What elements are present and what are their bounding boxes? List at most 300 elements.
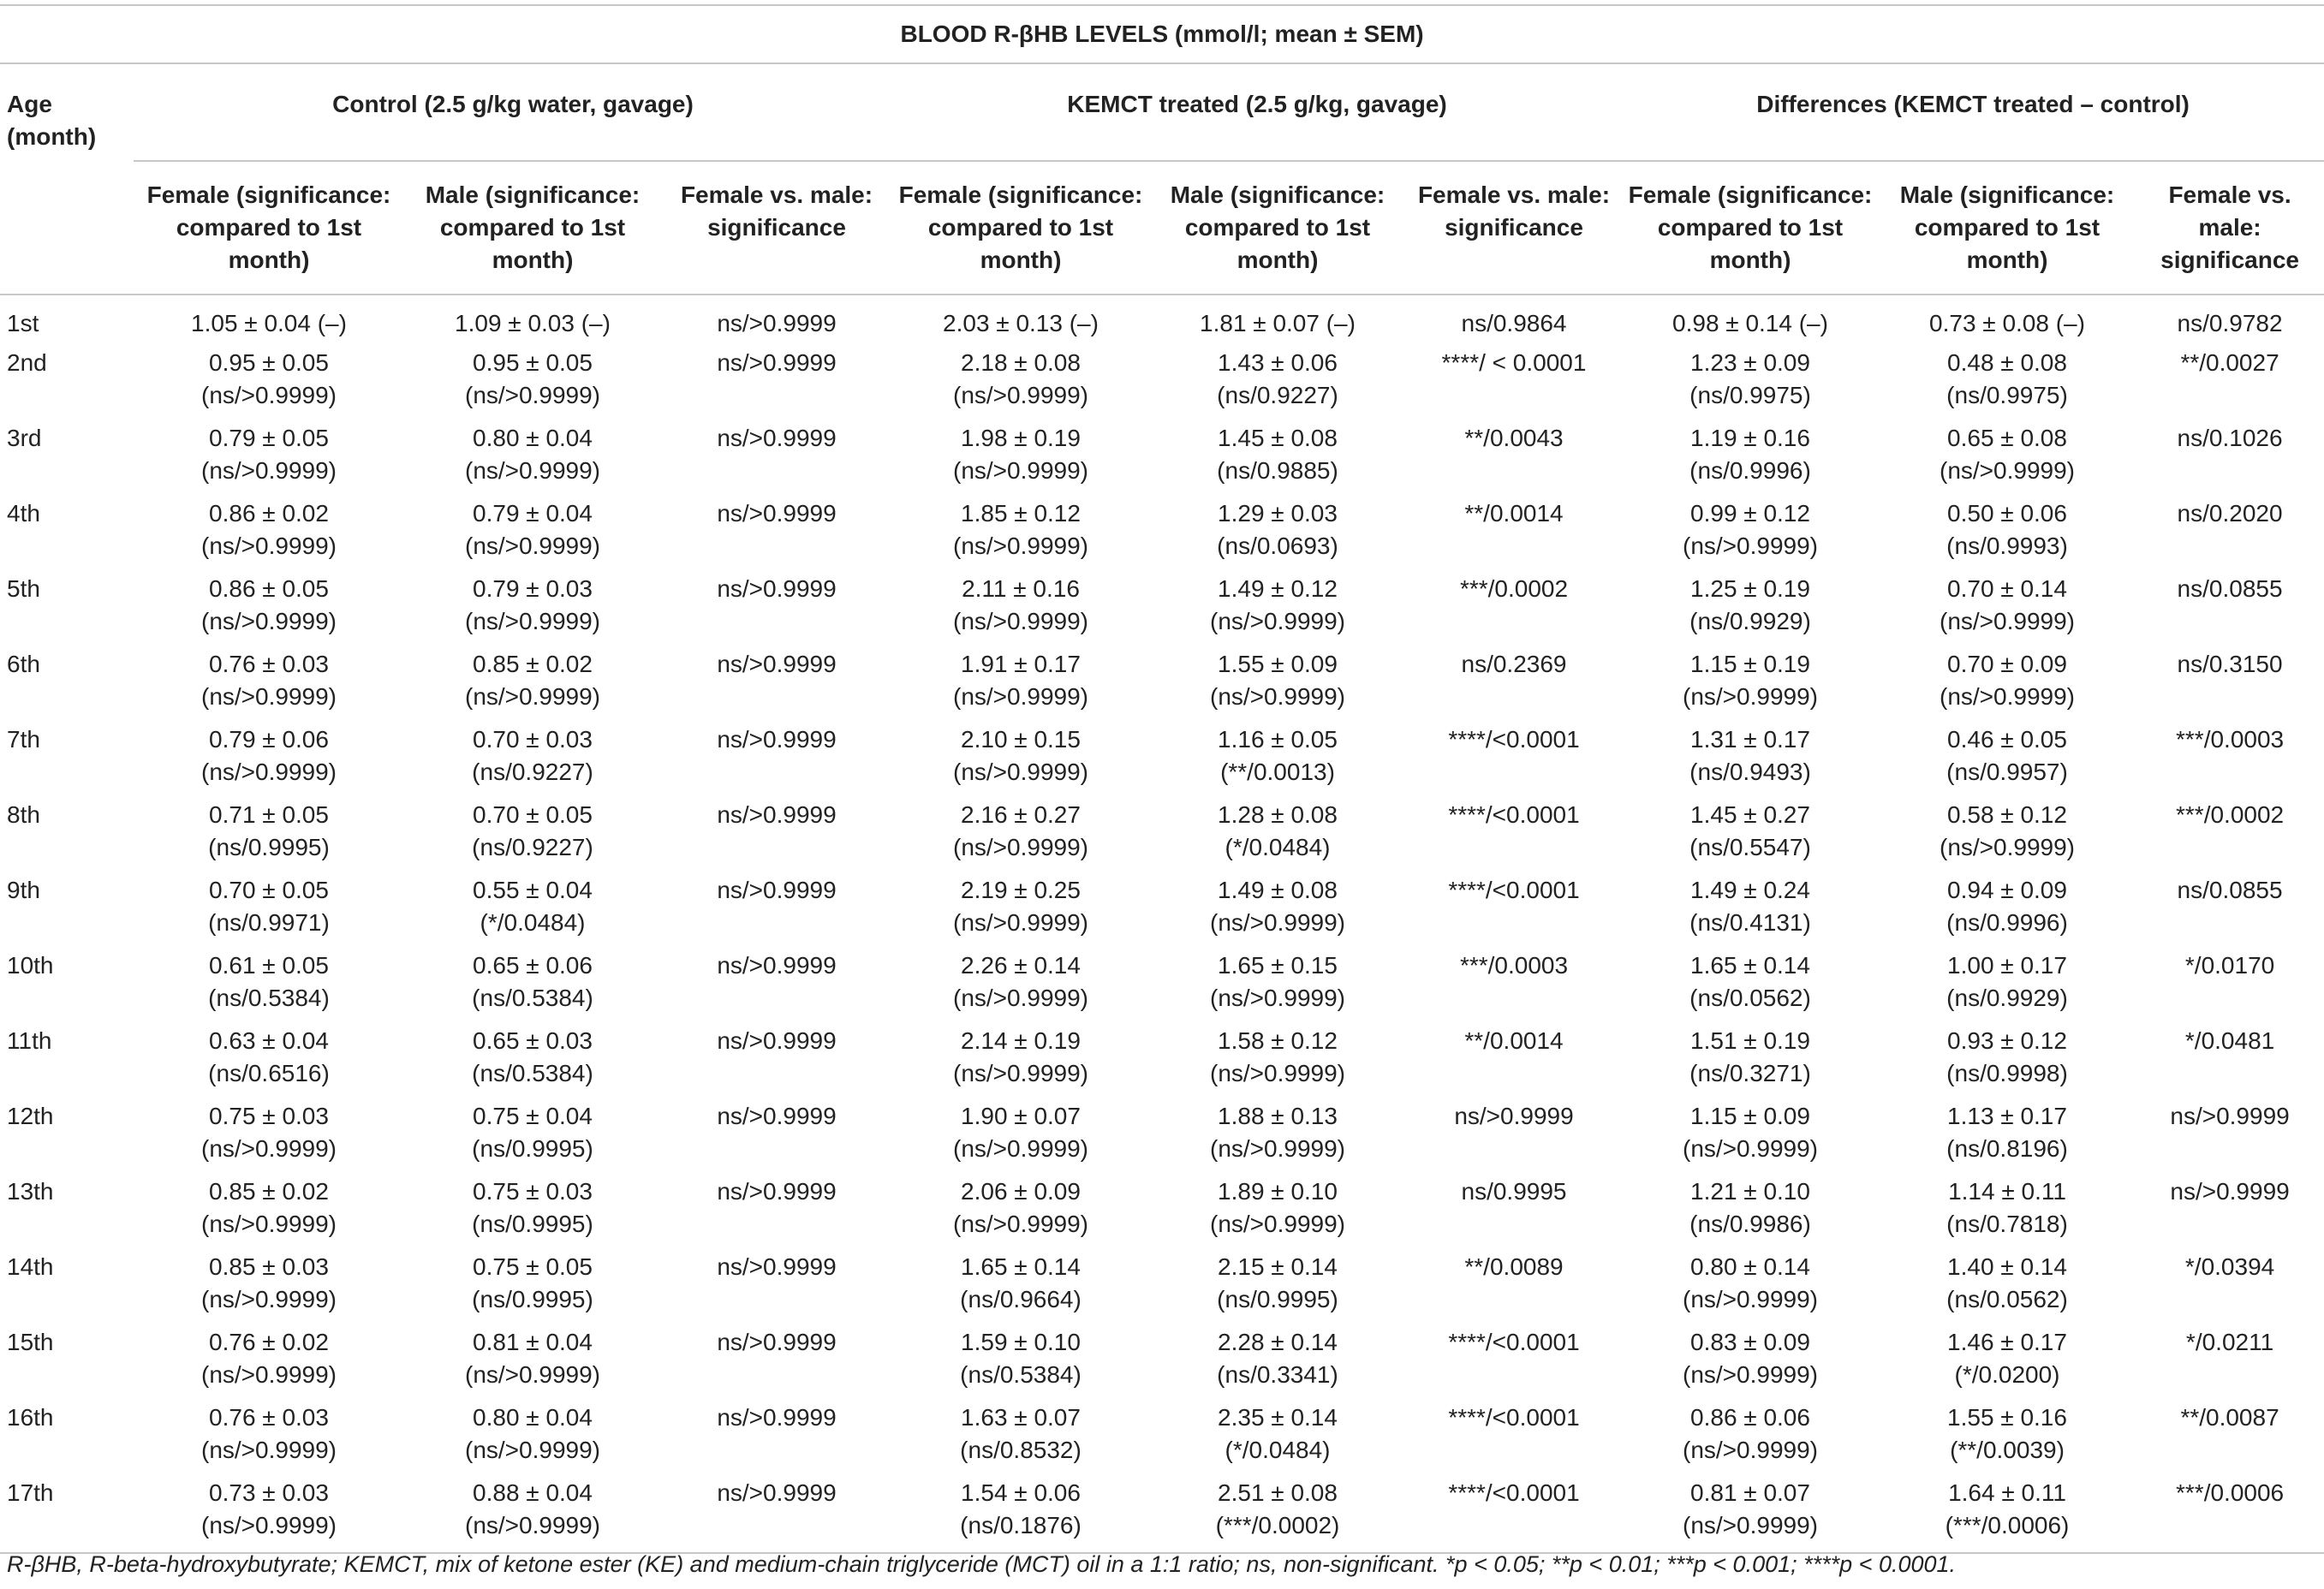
cell-value: 2.28 ± 0.14	[1218, 1329, 1338, 1355]
cell-significance: (ns/>0.9999)	[201, 1135, 337, 1162]
data-cell	[1622, 1175, 1879, 1251]
cell-value: 0.98 ± 0.14 (–)	[1672, 310, 1828, 336]
data-cell	[1622, 422, 1879, 497]
data-cell	[661, 874, 892, 949]
cell-significance: (ns/0.9971)	[208, 909, 330, 936]
cell-value: ****/<0.0001	[1448, 1479, 1580, 1506]
data-cell	[1406, 874, 1622, 949]
data-cell	[892, 648, 1149, 723]
cell-value: 1.05 ± 0.04 (–)	[191, 310, 347, 336]
cell-value: ****/ < 0.0001	[1441, 349, 1587, 376]
sub-header: Female (significance: compared to 1st month)	[134, 161, 404, 295]
data-cell	[2136, 497, 2324, 573]
cell-significance: (ns/0.6516)	[208, 1060, 330, 1086]
cell-value: 0.75 ± 0.05	[473, 1253, 593, 1280]
cell-value: 0.85 ± 0.02	[209, 1178, 329, 1205]
data-cell	[1622, 949, 1879, 1025]
data-cell	[1406, 295, 1622, 347]
data-cell	[134, 1251, 404, 1326]
cell-value: */0.0481	[2184, 1027, 2275, 1054]
data-cell	[892, 573, 1149, 648]
cell-value: ns/>0.9999	[717, 1329, 837, 1355]
cell-value: 0.65 ± 0.06	[473, 952, 593, 979]
cell-significance: (ns/0.5384)	[472, 985, 593, 1011]
cell-value: 1.40 ± 0.14	[1947, 1253, 2067, 1280]
cell-significance: (ns/0.3341)	[1217, 1361, 1338, 1388]
table-row	[0, 347, 2324, 422]
cell-significance: (ns/>0.9999)	[1683, 1437, 1818, 1463]
data-cell	[892, 497, 1149, 573]
cell-value: 2.11 ± 0.16	[962, 575, 1080, 602]
cell-value: 0.99 ± 0.12	[1690, 500, 1810, 527]
cell-value: ns/0.2020	[2177, 500, 2283, 527]
cell-value: ***/0.0006	[2176, 1479, 2285, 1506]
cell-value: 2.14 ± 0.19	[961, 1027, 1081, 1054]
data-cell	[1149, 723, 1406, 799]
data-cell	[1879, 1251, 2136, 1326]
data-cell	[1406, 1477, 1622, 1553]
age-cell: 5th	[7, 575, 40, 602]
data-cell	[661, 1175, 892, 1251]
cell-significance: (ns/0.9986)	[1689, 1211, 1811, 1237]
cell-significance: (ns/>0.9999)	[1940, 834, 2075, 860]
table-row	[0, 648, 2324, 723]
cell-significance: (ns/>0.9999)	[201, 457, 337, 484]
data-cell	[134, 573, 404, 648]
cell-value: ns/0.1026	[2177, 425, 2283, 451]
data-cell	[2136, 1402, 2324, 1477]
table-row	[0, 1326, 2324, 1402]
sub-header: Male (significance: compared to 1st month)	[1879, 161, 2136, 295]
cell-value: 0.86 ± 0.02	[209, 500, 329, 527]
data-cell	[1406, 347, 1622, 422]
cell-value: ns/>0.9999	[717, 1253, 837, 1280]
cell-significance: (ns/0.9227)	[472, 834, 593, 860]
cell-value: ns/0.2369	[1461, 651, 1567, 677]
cell-significance: (ns/>0.9999)	[201, 1512, 337, 1538]
data-cell	[2136, 1326, 2324, 1402]
data-cell	[1406, 1402, 1622, 1477]
cell-significance: (ns/>0.9999)	[1940, 683, 2075, 710]
data-cell	[1406, 723, 1622, 799]
age-cell: 12th	[7, 1103, 54, 1129]
data-cell	[1622, 723, 1879, 799]
data-cell	[1406, 648, 1622, 723]
cell-value: */0.0170	[2184, 952, 2275, 979]
cell-value: ns/0.9995	[1461, 1178, 1567, 1205]
cell-value: ****/<0.0001	[1448, 801, 1580, 828]
cell-significance: (ns/0.7818)	[1946, 1211, 2068, 1237]
cell-significance: (ns/0.9929)	[1689, 608, 1811, 634]
data-cell	[1149, 1402, 1406, 1477]
data-cell	[1879, 1477, 2136, 1553]
data-cell	[1879, 1175, 2136, 1251]
cell-value: ns/>0.9999	[717, 801, 837, 828]
cell-significance: (ns/>0.9999)	[465, 457, 600, 484]
blood-rbhb-table	[0, 4, 2324, 1554]
data-cell	[1879, 648, 2136, 723]
cell-significance: (ns/0.5384)	[472, 1060, 593, 1086]
data-cell	[661, 573, 892, 648]
cell-significance: (ns/0.5547)	[1689, 834, 1811, 860]
cell-value: 0.61 ± 0.05	[209, 952, 329, 979]
cell-significance: (ns/0.9995)	[472, 1286, 593, 1312]
data-cell	[1879, 799, 2136, 874]
cell-value: 2.18 ± 0.08	[961, 349, 1081, 376]
cell-significance: (ns/0.9998)	[1946, 1060, 2068, 1086]
cell-significance: (ns/>0.9999)	[201, 1211, 337, 1237]
data-cell	[134, 799, 404, 874]
cell-significance: (ns/>0.9999)	[465, 1437, 600, 1463]
table-row	[0, 949, 2324, 1025]
cell-significance: (ns/>0.9999)	[1940, 608, 2075, 634]
cell-significance: (ns/>0.9999)	[201, 759, 337, 785]
cell-value: 0.83 ± 0.09	[1690, 1329, 1810, 1355]
data-cell	[134, 497, 404, 573]
data-cell	[1149, 949, 1406, 1025]
cell-value: 0.65 ± 0.08	[1947, 425, 2067, 451]
cell-value: 1.81 ± 0.07 (–)	[1200, 310, 1356, 336]
cell-value: ***/0.0002	[1459, 575, 1569, 602]
cell-value: ns/>0.9999	[717, 349, 837, 376]
cell-value: 0.50 ± 0.06	[1947, 500, 2067, 527]
data-cell	[2136, 347, 2324, 422]
data-cell	[2136, 573, 2324, 648]
cell-value: ns/>0.9999	[717, 1103, 837, 1129]
table-row	[0, 799, 2324, 874]
cell-value: 0.48 ± 0.08	[1947, 349, 2067, 376]
cell-value: 1.28 ± 0.08	[1218, 801, 1338, 828]
cell-value: 1.88 ± 0.13	[1218, 1103, 1338, 1129]
cell-value: 0.81 ± 0.07	[1690, 1479, 1810, 1506]
data-cell	[1149, 573, 1406, 648]
cell-value: 1.90 ± 0.07	[961, 1103, 1081, 1129]
cell-significance: (ns/>0.9999)	[465, 1512, 600, 1538]
cell-significance: (ns/0.8532)	[960, 1437, 1082, 1463]
data-cell	[2136, 1100, 2324, 1175]
cell-value: 1.98 ± 0.19	[961, 425, 1081, 451]
cell-significance: (ns/>0.9999)	[1683, 1135, 1818, 1162]
cell-value: 0.86 ± 0.06	[1690, 1404, 1810, 1431]
data-cell	[404, 497, 661, 573]
data-cell	[1879, 723, 2136, 799]
data-cell	[1879, 573, 2136, 648]
cell-value: ns/>0.9999	[2170, 1178, 2290, 1205]
cell-value: 0.76 ± 0.02	[209, 1329, 329, 1355]
data-cell	[1406, 1175, 1622, 1251]
group-header-differences: Differences (KEMCT treated – control)	[1622, 63, 2324, 161]
cell-significance: (ns/0.9996)	[1946, 909, 2068, 936]
data-cell	[2136, 874, 2324, 949]
cell-value: ns/>0.9999	[717, 726, 837, 753]
cell-value: 1.09 ± 0.03 (–)	[455, 310, 611, 336]
cell-value: 0.76 ± 0.03	[209, 651, 329, 677]
data-cell	[404, 347, 661, 422]
cell-value: 0.75 ± 0.04	[473, 1103, 593, 1129]
data-cell	[404, 1477, 661, 1553]
cell-significance: (ns/0.9975)	[1946, 382, 2068, 408]
cell-value: 1.14 ± 0.11	[1948, 1178, 2066, 1205]
cell-value: 1.46 ± 0.17	[1947, 1329, 2067, 1355]
cell-significance: (ns/>0.9999)	[201, 1286, 337, 1312]
data-cell	[2136, 949, 2324, 1025]
data-cell	[134, 1402, 404, 1477]
sub-header: Female vs. male: significance	[1406, 161, 1622, 295]
cell-significance: (ns/>0.9999)	[465, 382, 600, 408]
cell-value: */0.0211	[2185, 1329, 2274, 1355]
cell-value: 1.23 ± 0.09	[1690, 349, 1810, 376]
cell-value: 1.54 ± 0.06	[961, 1479, 1081, 1506]
data-cell	[404, 573, 661, 648]
cell-value: 0.70 ± 0.03	[473, 726, 593, 753]
cell-value: 0.88 ± 0.04	[473, 1479, 593, 1506]
cell-value: ns/0.0855	[2177, 575, 2283, 602]
data-cell	[1406, 422, 1622, 497]
cell-value: 0.65 ± 0.03	[473, 1027, 593, 1054]
data-cell	[1406, 1025, 1622, 1100]
data-cell	[661, 949, 892, 1025]
age-cell: 11th	[7, 1027, 52, 1054]
data-cell	[892, 949, 1149, 1025]
cell-significance: (ns/>0.9999)	[1210, 608, 1345, 634]
cell-significance: (*/0.0484)	[1225, 834, 1331, 860]
data-cell	[1406, 1326, 1622, 1402]
data-cell	[661, 1326, 892, 1402]
age-cell: 4th	[7, 500, 40, 527]
group-header-kemct: KEMCT treated (2.5 g/kg, gavage)	[892, 63, 1622, 161]
cell-significance: (ns/0.9957)	[1946, 759, 2068, 785]
cell-value: 1.21 ± 0.10	[1690, 1178, 1810, 1205]
table-row	[0, 1100, 2324, 1175]
cell-value: ***/0.0003	[1459, 952, 1569, 979]
cell-value: 0.75 ± 0.03	[209, 1103, 329, 1129]
data-cell	[661, 1251, 892, 1326]
cell-value: 1.45 ± 0.27	[1690, 801, 1810, 828]
data-cell	[892, 295, 1149, 347]
cell-value: **/0.0014	[1464, 1027, 1564, 1054]
cell-significance: (**/0.0013)	[1220, 759, 1335, 785]
sub-header: Female (significance: compared to 1st month)	[892, 161, 1149, 295]
data-cell	[1149, 422, 1406, 497]
cell-value: ns/0.9864	[1461, 310, 1567, 336]
cell-value: 0.86 ± 0.05	[209, 575, 329, 602]
cell-value: ****/<0.0001	[1448, 1329, 1580, 1355]
cell-value: 0.81 ± 0.04	[473, 1329, 593, 1355]
data-cell	[1622, 573, 1879, 648]
cell-value: ****/<0.0001	[1448, 877, 1580, 903]
cell-value: 1.65 ± 0.14	[1690, 952, 1810, 979]
table-row	[0, 295, 2324, 347]
cell-value: ns/>0.9999	[717, 425, 837, 451]
cell-value: ns/>0.9999	[717, 500, 837, 527]
cell-significance: (ns/>0.9999)	[201, 533, 337, 559]
data-cell	[892, 1025, 1149, 1100]
cell-value: 1.55 ± 0.09	[1218, 651, 1338, 677]
age-cell: 1st	[7, 310, 39, 336]
cell-value: 2.35 ± 0.14	[1218, 1404, 1338, 1431]
data-cell	[892, 1477, 1149, 1553]
cell-value: **/0.0014	[1464, 500, 1564, 527]
data-cell	[404, 723, 661, 799]
cell-value: ****/<0.0001	[1448, 726, 1580, 753]
cell-value: 0.46 ± 0.05	[1947, 726, 2067, 753]
cell-significance: (ns/0.0693)	[1217, 533, 1338, 559]
cell-value: 1.63 ± 0.07	[961, 1404, 1081, 1431]
data-cell	[134, 347, 404, 422]
table-row	[0, 1477, 2324, 1553]
data-cell	[1622, 1477, 1879, 1553]
age-cell: 16th	[7, 1404, 54, 1431]
data-cell	[1622, 295, 1879, 347]
data-cell	[661, 723, 892, 799]
cell-value: 1.16 ± 0.05	[1218, 726, 1338, 753]
data-cell	[892, 1402, 1149, 1477]
cell-significance: (ns/>0.9999)	[953, 985, 1088, 1011]
cell-value: ns/>0.9999	[1454, 1103, 1574, 1129]
data-cell	[134, 874, 404, 949]
data-cell	[1879, 497, 2136, 573]
sub-header: Female vs. male: significance	[2136, 161, 2324, 295]
table-row	[0, 723, 2324, 799]
cell-value: ns/>0.9999	[717, 877, 837, 903]
cell-significance: (ns/>0.9999)	[1683, 1286, 1818, 1312]
cell-value: 2.15 ± 0.14	[1218, 1253, 1338, 1280]
cell-significance: (ns/0.9227)	[472, 759, 593, 785]
cell-value: 2.51 ± 0.08	[1218, 1479, 1338, 1506]
cell-value: 1.45 ± 0.08	[1218, 425, 1338, 451]
cell-value: ****/<0.0001	[1448, 1404, 1580, 1431]
data-cell	[1622, 497, 1879, 573]
data-cell	[1149, 347, 1406, 422]
data-cell	[134, 1100, 404, 1175]
sub-header: Male (significance: compared to 1st month)	[404, 161, 661, 295]
data-cell	[1879, 347, 2136, 422]
cell-value: 0.58 ± 0.12	[1947, 801, 2067, 828]
cell-value: 1.15 ± 0.19	[1690, 651, 1810, 677]
cell-significance: (ns/>0.9999)	[1210, 985, 1345, 1011]
table-row	[0, 497, 2324, 573]
data-cell	[1622, 1251, 1879, 1326]
data-cell	[404, 1025, 661, 1100]
cell-value: 2.06 ± 0.09	[961, 1178, 1081, 1205]
data-cell	[892, 799, 1149, 874]
data-cell	[1149, 295, 1406, 347]
cell-value: 0.55 ± 0.04	[473, 877, 593, 903]
cell-value: 1.15 ± 0.09	[1690, 1103, 1810, 1129]
data-cell	[1406, 1100, 1622, 1175]
cell-value: 0.79 ± 0.06	[209, 726, 329, 753]
cell-value: **/0.0043	[1464, 425, 1564, 451]
cell-significance: (ns/>0.9999)	[953, 1060, 1088, 1086]
cell-value: 1.31 ± 0.17	[1690, 726, 1810, 753]
data-cell	[2136, 1251, 2324, 1326]
cell-value: 0.73 ± 0.03	[209, 1479, 329, 1506]
cell-significance: (ns/>0.9999)	[465, 683, 600, 710]
cell-significance: (ns/>0.9999)	[465, 608, 600, 634]
data-cell	[661, 295, 892, 347]
cell-value: ns/>0.9999	[717, 1178, 837, 1205]
cell-significance: (ns/>0.9999)	[953, 909, 1088, 936]
data-cell	[404, 1402, 661, 1477]
data-cell	[1879, 1025, 2136, 1100]
data-cell	[1622, 1402, 1879, 1477]
data-cell	[134, 295, 404, 347]
data-cell	[1149, 874, 1406, 949]
cell-value: ns/>0.9999	[717, 575, 837, 602]
table-row	[0, 422, 2324, 497]
data-cell	[1406, 573, 1622, 648]
data-cell	[892, 347, 1149, 422]
data-cell	[404, 648, 661, 723]
cell-value: 2.10 ± 0.15	[961, 726, 1081, 753]
cell-significance: (ns/0.9929)	[1946, 985, 2068, 1011]
data-cell	[1622, 799, 1879, 874]
cell-significance: (ns/0.5384)	[960, 1361, 1082, 1388]
cell-value: 1.49 ± 0.24	[1690, 877, 1810, 903]
table-row	[0, 874, 2324, 949]
cell-value: **/0.0027	[2180, 349, 2279, 376]
cell-value: 1.89 ± 0.10	[1218, 1178, 1338, 1205]
age-cell: 2nd	[7, 349, 47, 376]
cell-value: 1.49 ± 0.08	[1218, 877, 1338, 903]
cell-significance: (ns/>0.9999)	[201, 1437, 337, 1463]
cell-value: 0.76 ± 0.03	[209, 1404, 329, 1431]
data-cell	[892, 1326, 1149, 1402]
cell-significance: (***/0.0006)	[1945, 1512, 2070, 1538]
data-cell	[1149, 1251, 1406, 1326]
data-cell	[1879, 295, 2136, 347]
cell-value: 0.80 ± 0.14	[1690, 1253, 1810, 1280]
cell-significance: (ns/>0.9999)	[1940, 457, 2075, 484]
age-cell: 3rd	[7, 425, 42, 451]
cell-value: 2.03 ± 0.13 (–)	[943, 310, 1099, 336]
cell-significance: (ns/0.9493)	[1689, 759, 1811, 785]
cell-significance: (ns/>0.9999)	[1210, 909, 1345, 936]
data-cell	[134, 1025, 404, 1100]
data-cell	[2136, 723, 2324, 799]
cell-value: 2.16 ± 0.27	[961, 801, 1081, 828]
data-cell	[134, 1477, 404, 1553]
data-cell	[661, 1025, 892, 1100]
data-cell	[1622, 347, 1879, 422]
data-cell	[661, 648, 892, 723]
cell-significance: (ns/>0.9999)	[953, 1135, 1088, 1162]
data-cell	[2136, 1477, 2324, 1553]
cell-significance: (ns/>0.9999)	[1683, 533, 1818, 559]
table-row	[0, 573, 2324, 648]
cell-significance: (ns/0.9995)	[208, 834, 330, 860]
cell-value: 0.80 ± 0.04	[473, 425, 593, 451]
data-cell	[134, 648, 404, 723]
cell-value: 0.95 ± 0.05	[209, 349, 329, 376]
cell-significance: (ns/>0.9999)	[1683, 1512, 1818, 1538]
cell-significance: (ns/>0.9999)	[1210, 1135, 1345, 1162]
cell-value: 1.43 ± 0.06	[1218, 349, 1338, 376]
data-cell	[1406, 799, 1622, 874]
cell-significance: (ns/>0.9999)	[201, 683, 337, 710]
cell-value: 0.79 ± 0.05	[209, 425, 329, 451]
cell-significance: (ns/>0.9999)	[953, 608, 1088, 634]
cell-value: 1.59 ± 0.10	[961, 1329, 1081, 1355]
cell-significance: (ns/>0.9999)	[1210, 1060, 1345, 1086]
data-cell	[1879, 1326, 2136, 1402]
cell-value: 0.85 ± 0.02	[473, 651, 593, 677]
cell-significance: (**/0.0039)	[1950, 1437, 2065, 1463]
cell-value: 0.63 ± 0.04	[209, 1027, 329, 1054]
data-cell	[1622, 1025, 1879, 1100]
table-row	[0, 1025, 2324, 1100]
data-cell	[404, 422, 661, 497]
